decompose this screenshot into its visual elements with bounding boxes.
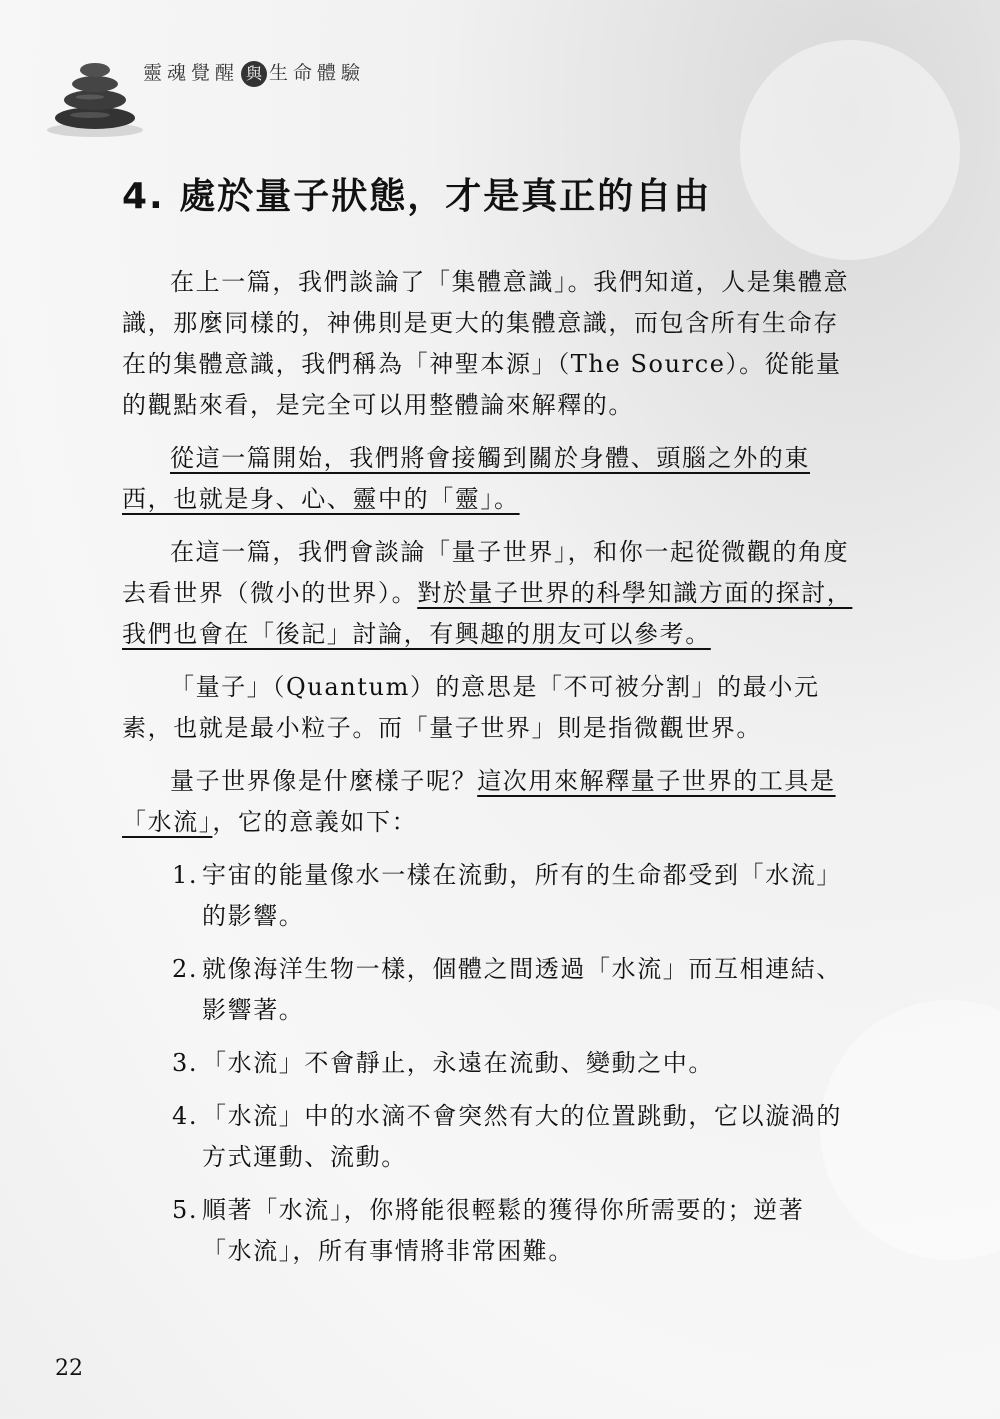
paragraph-1: 在上一篇，我們談論了「集體意識」。我們知道，人是集體意識，那麼同樣的，神佛則是更大的集體意識，而包含所有生命存在的集體意識，我們稱為「神聖本源」（The Source）。從能量的觀點來看，是完全可以用整體論來解釋的。 [122,268,850,419]
list-item-text: 就像海洋生物一樣，個體之間透過「水流」而互相連結、影響著。 [202,955,842,1024]
list-item-text: 「水流」中的水滴不會突然有大的位置跳動，它以漩渦的方式運動、流動。 [202,1102,842,1171]
paragraph-5 [122,761,855,843]
series-title-part2: 生命體驗 [269,62,366,84]
list-item [172,1043,855,1084]
list-item [172,949,855,1031]
list-item-text: 宇宙的能量像水一樣在流動，所有的生命都受到「水流」的影響。 [202,861,842,930]
paragraph-3 [122,532,855,655]
page-header [30,30,450,120]
list-item [172,1096,855,1178]
body-text [122,262,855,1284]
list-item-number: 3. [172,1049,199,1077]
list-item-text: 順著「水流」，你將能很輕鬆的獲得你所需要的；逆著「水流」，所有事情將非常困難。 [202,1196,805,1265]
page-number: 22 [55,1356,83,1381]
paragraph-5-underlined: 這次用來解釋量子世界的工具是「水流」 [122,767,836,836]
paragraph-4: 「量子」（Quantum）的意思是「不可被分割」的最小元素，也就是最小粒子。而「量子世界」則是指微觀世界。 [122,673,820,742]
paragraph-5-text: 量子世界像是什麼樣子呢？ [170,767,478,795]
paragraph-2: 從這一篇開始，我們將會接觸到關於身體、頭腦之外的東西，也就是身、心、靈中的「靈」。 [122,444,810,513]
list-item-number: 4. [172,1102,199,1130]
paragraph-5-tail: ，它的意義如下： [212,808,418,836]
chapter-title: 4. 處於量子狀態，才是真正的自由 [122,176,712,217]
paragraph-3-text: 在這一篇，我們會談論「量子世界」，和你一起從微觀的角度去看世界（微小的世界）。 [122,538,850,607]
list-item-number: 5. [172,1196,199,1224]
series-title-part1: 靈魂覺醒 [143,62,240,84]
list-item [172,855,855,937]
series-title-circle-char: 與 [241,61,267,87]
series-title [143,58,365,87]
water-flow-list [122,855,855,1272]
list-item-number: 2. [172,955,199,983]
background-bokeh [740,40,960,260]
paragraph-3-underlined: 對於量子世界的科學知識方面的探討，我們也會在「後記」討論，有興趣的朋友可以參考。 [122,579,853,648]
stacked-stones-icon [40,38,150,148]
list-item [172,1190,855,1272]
list-item-text: 「水流」不會靜止，永遠在流動、變動之中。 [202,1049,714,1077]
list-item-number: 1. [172,861,199,889]
